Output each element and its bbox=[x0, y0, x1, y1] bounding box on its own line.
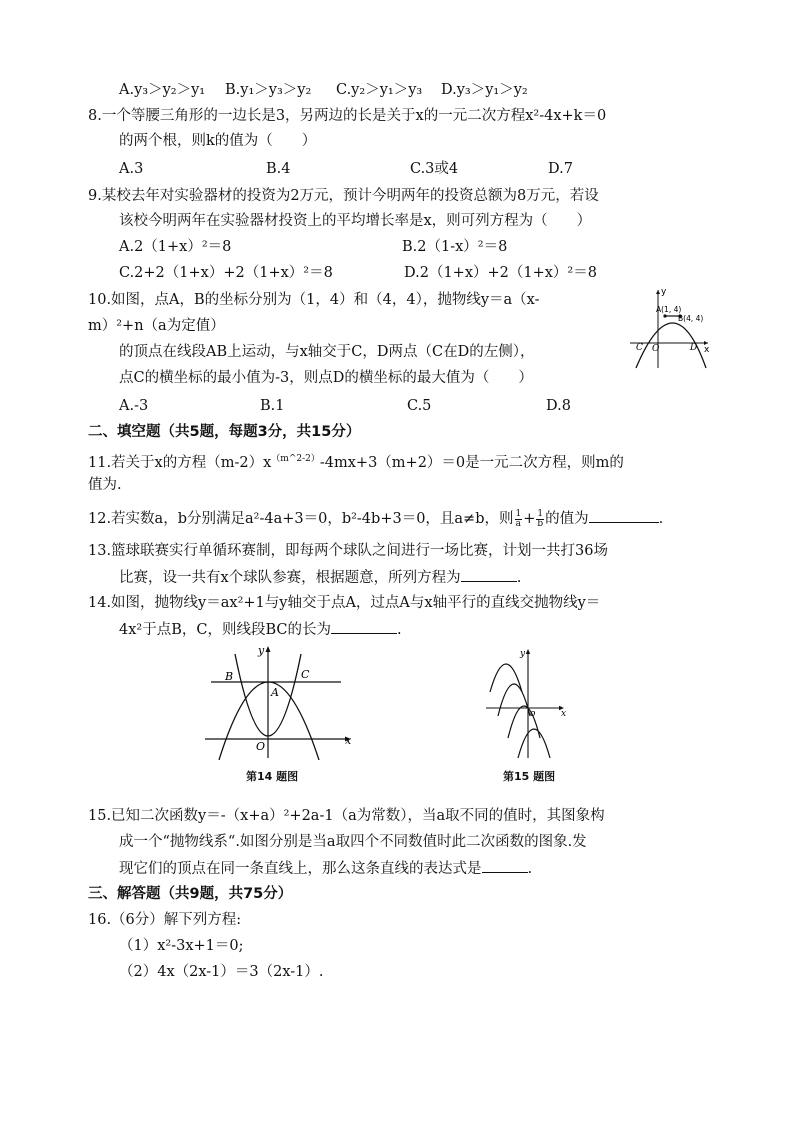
q10-fig-label-c: C bbox=[636, 343, 643, 353]
q7-option-c: C.y₂＞y₁＞y₃ bbox=[336, 82, 423, 98]
q8-option-a: A.3 bbox=[119, 161, 144, 177]
q13-end: . bbox=[516, 570, 522, 586]
q15-fig-label-o: o bbox=[530, 709, 536, 719]
q10-fig-label-d: D bbox=[690, 343, 698, 353]
section-3-title: 三、解答题（共9题，共75分） bbox=[88, 886, 293, 902]
q12-frac-1-den: a bbox=[515, 518, 522, 529]
q7-option-a: A.y₃＞y₂＞y₁ bbox=[119, 82, 206, 98]
question-12 bbox=[88, 508, 663, 529]
q16-part-1: （1）x²-3x+1＝0; bbox=[119, 938, 244, 954]
q16-line-1: 16.（6分）解下列方程: bbox=[88, 912, 242, 928]
q9-option-b: B.2（1-x）²＝8 bbox=[402, 239, 508, 255]
q10-line-4: 点C的横坐标的最小值为-3，则点D的横坐标的最大值为（ ） bbox=[119, 370, 533, 386]
q12-fraction-1 bbox=[515, 510, 523, 529]
q9-option-a: A.2（1+x）²＝8 bbox=[119, 239, 232, 255]
q9-line-2: 该校今明两年在实验器材投资上的平均增长率是x，则可列方程为（ ） bbox=[119, 213, 592, 229]
q10-line-1: 10.如图，点A，B的坐标分别为（1，4）和（4，4），抛物线y＝a（x- bbox=[88, 292, 540, 308]
q11-exponent: （m^2-2） bbox=[271, 454, 320, 464]
q9-option-d: D.2（1+x）+2（1+x）²＝8 bbox=[404, 265, 597, 281]
q10-option-b: B.1 bbox=[260, 398, 285, 414]
q10-fig-label-x: x bbox=[704, 345, 710, 355]
q12-fraction-2 bbox=[536, 510, 544, 529]
q8-option-d: D.7 bbox=[548, 161, 573, 177]
q10-fig-label-o: O bbox=[652, 344, 660, 354]
q15-fig-label-y: y bbox=[520, 649, 526, 659]
q14-fig-label-x: x bbox=[345, 734, 352, 747]
q14-line-2-text: 4x²于点B，C，则线段BC的长为 bbox=[119, 622, 331, 638]
q15-figure bbox=[484, 646, 572, 760]
q14-fig-label-b: B bbox=[225, 670, 234, 683]
q14-line-2 bbox=[119, 619, 402, 640]
q10-option-c: C.5 bbox=[407, 398, 432, 414]
q12-suffix: 的值为 bbox=[545, 511, 589, 527]
q13-line-1: 13.篮球联赛实行单循环赛制，即每两个球队之间进行一场比赛，计划一共打36场 bbox=[88, 543, 609, 559]
q14-fig-label-o: O bbox=[256, 740, 266, 753]
q11-line-2: 值为. bbox=[88, 477, 122, 493]
q12-frac-2-num: 1 bbox=[537, 508, 544, 519]
q12-end: . bbox=[658, 511, 664, 527]
q11-line-1-a: 11.若关于x的方程（m-2）x bbox=[88, 454, 272, 471]
q8-option-c: C.3或4 bbox=[410, 161, 459, 177]
q14-fig-label-a: A bbox=[271, 686, 279, 699]
q10-line-2: m）²+n（a为定值） bbox=[88, 318, 225, 334]
q9-option-c: C.2+2（1+x）+2（1+x）²＝8 bbox=[119, 265, 333, 281]
q8-option-b: B.4 bbox=[266, 161, 291, 177]
q9-line-1: 9.某校去年对实验器材的投资为2万元，预计今明两年的投资总额为8万元，若设 bbox=[88, 188, 599, 204]
q8-line-2: 的两个根，则k的值为（ ） bbox=[119, 133, 317, 149]
q14-end: . bbox=[396, 622, 402, 638]
q14-answer-blank bbox=[331, 619, 397, 634]
q15-line-1: 15.已知二次函数y＝-（x+a）²+2a-1（a为常数），当a取不同的值时，其图象构 bbox=[88, 808, 605, 824]
q12-plus: + bbox=[523, 511, 536, 527]
q10-figure bbox=[628, 284, 712, 370]
q15-figure-caption: 第15 题图 bbox=[503, 770, 556, 783]
q12-frac-2-den: b bbox=[537, 518, 544, 529]
q10-fig-label-y: y bbox=[661, 287, 667, 297]
q15-answer-blank bbox=[482, 858, 528, 873]
section-2-title: 二、填空题（共5题，每题3分，共15分） bbox=[88, 424, 361, 440]
q15-fig-label-x: x bbox=[561, 709, 567, 719]
q14-fig-label-c: C bbox=[301, 668, 310, 681]
q15-line-3 bbox=[119, 858, 532, 879]
q13-line-2-text: 比赛，设一共有x个球队参赛，根据题意，所列方程为 bbox=[119, 570, 461, 586]
q10-fig-label-a: A(1, 4) bbox=[656, 305, 682, 314]
q15-end: . bbox=[527, 861, 533, 877]
q11-line-1-b: -4mx+3（m+2）＝0是一元二次方程，则m的 bbox=[319, 454, 624, 471]
q14-fig-label-y: y bbox=[258, 644, 265, 657]
q14-line-1: 14.如图，抛物线y＝ax²+1与y轴交于点A，过点A与x轴平行的直线交抛物线y＝ bbox=[88, 595, 601, 611]
q11-line-1 bbox=[88, 449, 624, 473]
q13-line-2 bbox=[119, 567, 521, 588]
q15-line-3-text: 现它们的顶点在同一条直线上，那么这条直线的表达式是 bbox=[119, 861, 482, 877]
q10-option-a: A.-3 bbox=[119, 398, 149, 414]
q8-line-1: 8.一个等腰三角形的一边长是3，另两边的长是关于x的一元二次方程x²-4x+k＝0 bbox=[88, 108, 607, 124]
q16-part-2: （2）4x（2x-1）＝3（2x-1）. bbox=[119, 964, 324, 980]
q12-frac-1-num: 1 bbox=[515, 508, 522, 519]
q13-answer-blank bbox=[461, 567, 517, 582]
q10-line-3: 的顶点在线段AB上运动，与x轴交于C，D两点（C在D的左侧）， bbox=[119, 344, 535, 360]
q12-answer-blank bbox=[589, 508, 659, 523]
q10-fig-label-b: B(4, 4) bbox=[678, 314, 704, 323]
q14-figure bbox=[205, 642, 365, 760]
q12-prefix: 12.若实数a，b分别满足a²-4a+3＝0，b²-4b+3＝0，且a≠b，则 bbox=[88, 511, 514, 527]
q7-option-b: B.y₁＞y₃＞y₂ bbox=[225, 82, 312, 98]
q14-figure-caption: 第14 题图 bbox=[246, 770, 299, 783]
q15-line-2: 成一个“抛物线系“.如图分别是当a取四个不同数值时此二次函数的图象.发 bbox=[119, 834, 587, 850]
q7-option-d: D.y₃＞y₁＞y₂ bbox=[441, 82, 528, 98]
q10-option-d: D.8 bbox=[546, 398, 571, 414]
